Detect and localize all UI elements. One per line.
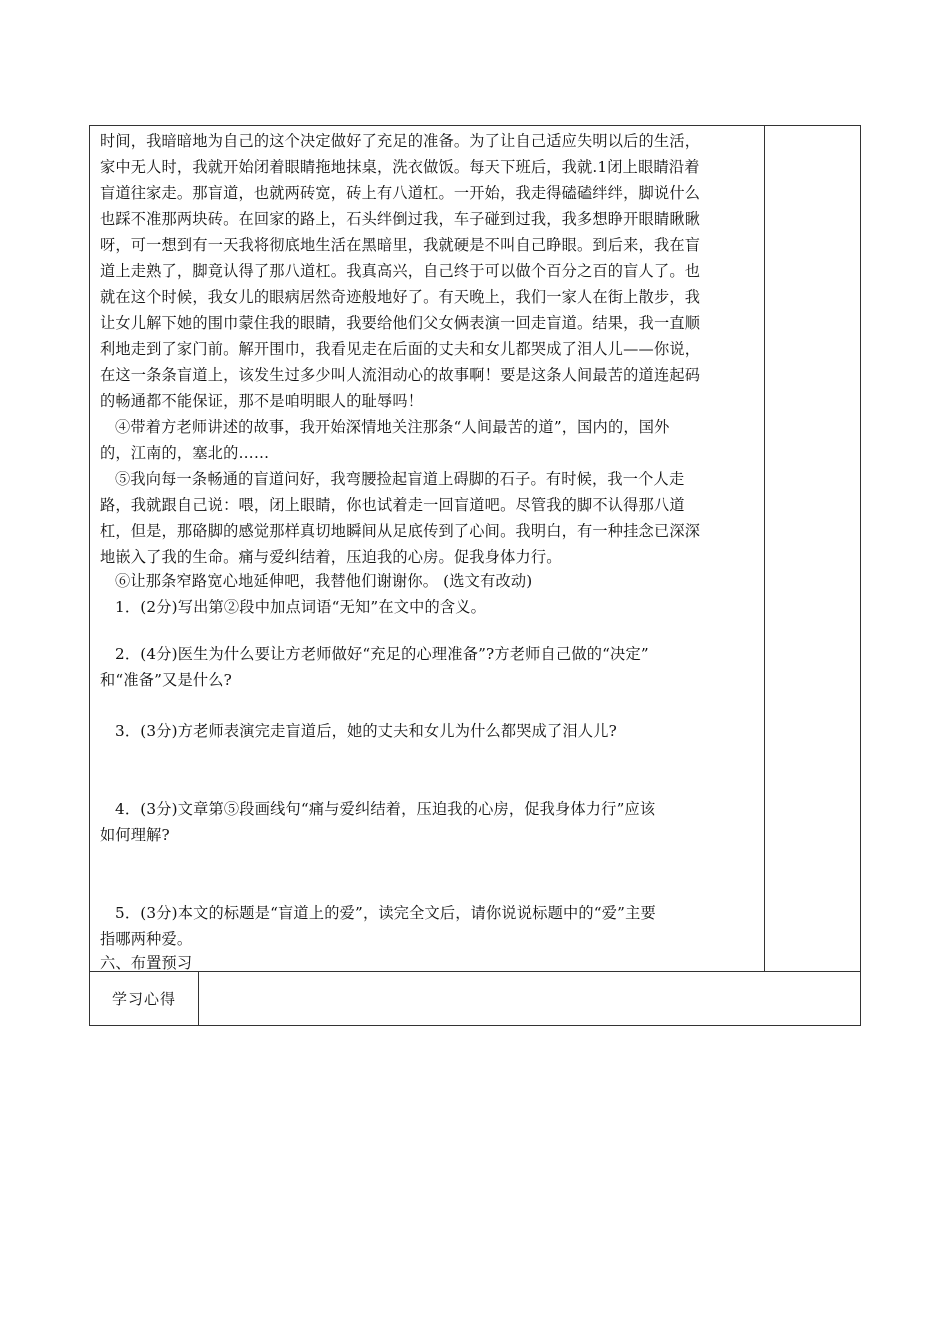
question-5-cont: 指哪两种爱。 — [100, 930, 193, 948]
question-5: 5．(3分)本文的标题是“盲道上的爱”，读完全文后，请你说说标题中的“爱”主要 — [115, 904, 656, 922]
study-notes-area — [199, 972, 860, 1026]
question-2: 2．(4分)医生为什么要让方老师做好“充足的心理准备”?方老师自己做的“决定” — [115, 645, 649, 663]
text-line: 就在这个时候，我女儿的眼病居然奇迹般地好了。有天晚上，我们一家人在街上散步，我 — [100, 288, 701, 306]
text-line: 的畅通都不能保证，那不是咱明眼人的耻辱吗！ — [100, 392, 424, 410]
question-2-cont: 和“准备”又是什么? — [100, 671, 232, 689]
paragraph-4: ④带着方老师讲述的故事，我开始深情地关注那条“人间最苦的道”，国内的，国外 — [115, 418, 670, 436]
text-line: 呀，可一想到有一天我将彻底地生活在黑暗里，我就硬是不叫自己睁眼。到后来，我在盲 — [100, 236, 701, 254]
question-3: 3．(3分)方老师表演完走盲道后，她的丈夫和女儿为什么都哭成了泪人儿? — [115, 722, 617, 740]
text-line: 家中无人时，我就开始闭着眼睛拖地抹桌，洗衣做饭。每天下班后，我就.1闭上眼睛沿着 — [100, 158, 700, 176]
text-line: 在这一条条盲道上，该发生过多少叫人流泪动心的故事啊！要是这条人间最苦的道连起码 — [100, 366, 701, 384]
text-line: 时间，我暗暗地为自己的这个决定做好了充足的准备。为了让自己适应失明以后的生活， — [100, 132, 701, 150]
text-line: 也踩不准那两块砖。在回家的路上，石头绊倒过我，车子碰到过我，我多想睁开眼睛瞅瞅 — [100, 210, 701, 228]
text-line: 杠，但是，那硌脚的感觉那样真切地瞬间从足底传到了心间。我明白，有一种挂念已深深 — [100, 522, 701, 540]
section-heading-preview: 六、布置预习 — [100, 954, 193, 972]
question-4: 4．(3分)文章第⑤段画线句“痛与爱纠结着，压迫我的心房，促我身体力行”应该 — [115, 800, 656, 818]
text-line: 盲道往家走。那盲道，也就两砖宽，砖上有八道杠。一开始，我走得磕磕绊绊，脚说什么 — [100, 184, 701, 202]
worksheet-table — [89, 125, 861, 1026]
question-1: 1．(2分)写出第②段中加点词语“无知”在文中的含义。 — [115, 598, 487, 616]
paragraph-6: ⑥让那条窄路宽心地延伸吧，我替他们谢谢你。 (选文有改动) — [115, 572, 533, 590]
main-content-cell — [90, 126, 765, 971]
text-line: 让女儿解下她的围巾蒙住我的眼睛，我要给他们父女俩表演一回走盲道。结果，我一直顺 — [100, 314, 701, 332]
paragraph-5: ⑤我向每一条畅通的盲道问好，我弯腰捡起盲道上碍脚的石子。有时候，我一个人走 — [115, 470, 685, 488]
question-4-cont: 如何理解? — [100, 826, 170, 844]
text-line: 的，江南的，塞北的…… — [100, 444, 270, 462]
text-line: 利地走到了家门前。解开围巾，我看见走在后面的丈夫和女儿都哭成了泪人儿——你说， — [100, 340, 701, 358]
text-line: 路，我就跟自己说：喂，闭上眼睛，你也试着走一回盲道吧。尽管我的脚不认得那八道 — [100, 496, 685, 514]
text-line: 道上走熟了，脚竟认得了那八道杠。我真高兴，自己终于可以做个百分之百的盲人了。也 — [100, 262, 701, 280]
text-line: 地嵌入了我的生命。痛与爱纠结着，压迫我的心房。促我身体力行。 — [100, 548, 562, 566]
study-notes-row — [90, 971, 860, 1026]
study-notes-label: 学习心得 — [90, 972, 199, 1026]
